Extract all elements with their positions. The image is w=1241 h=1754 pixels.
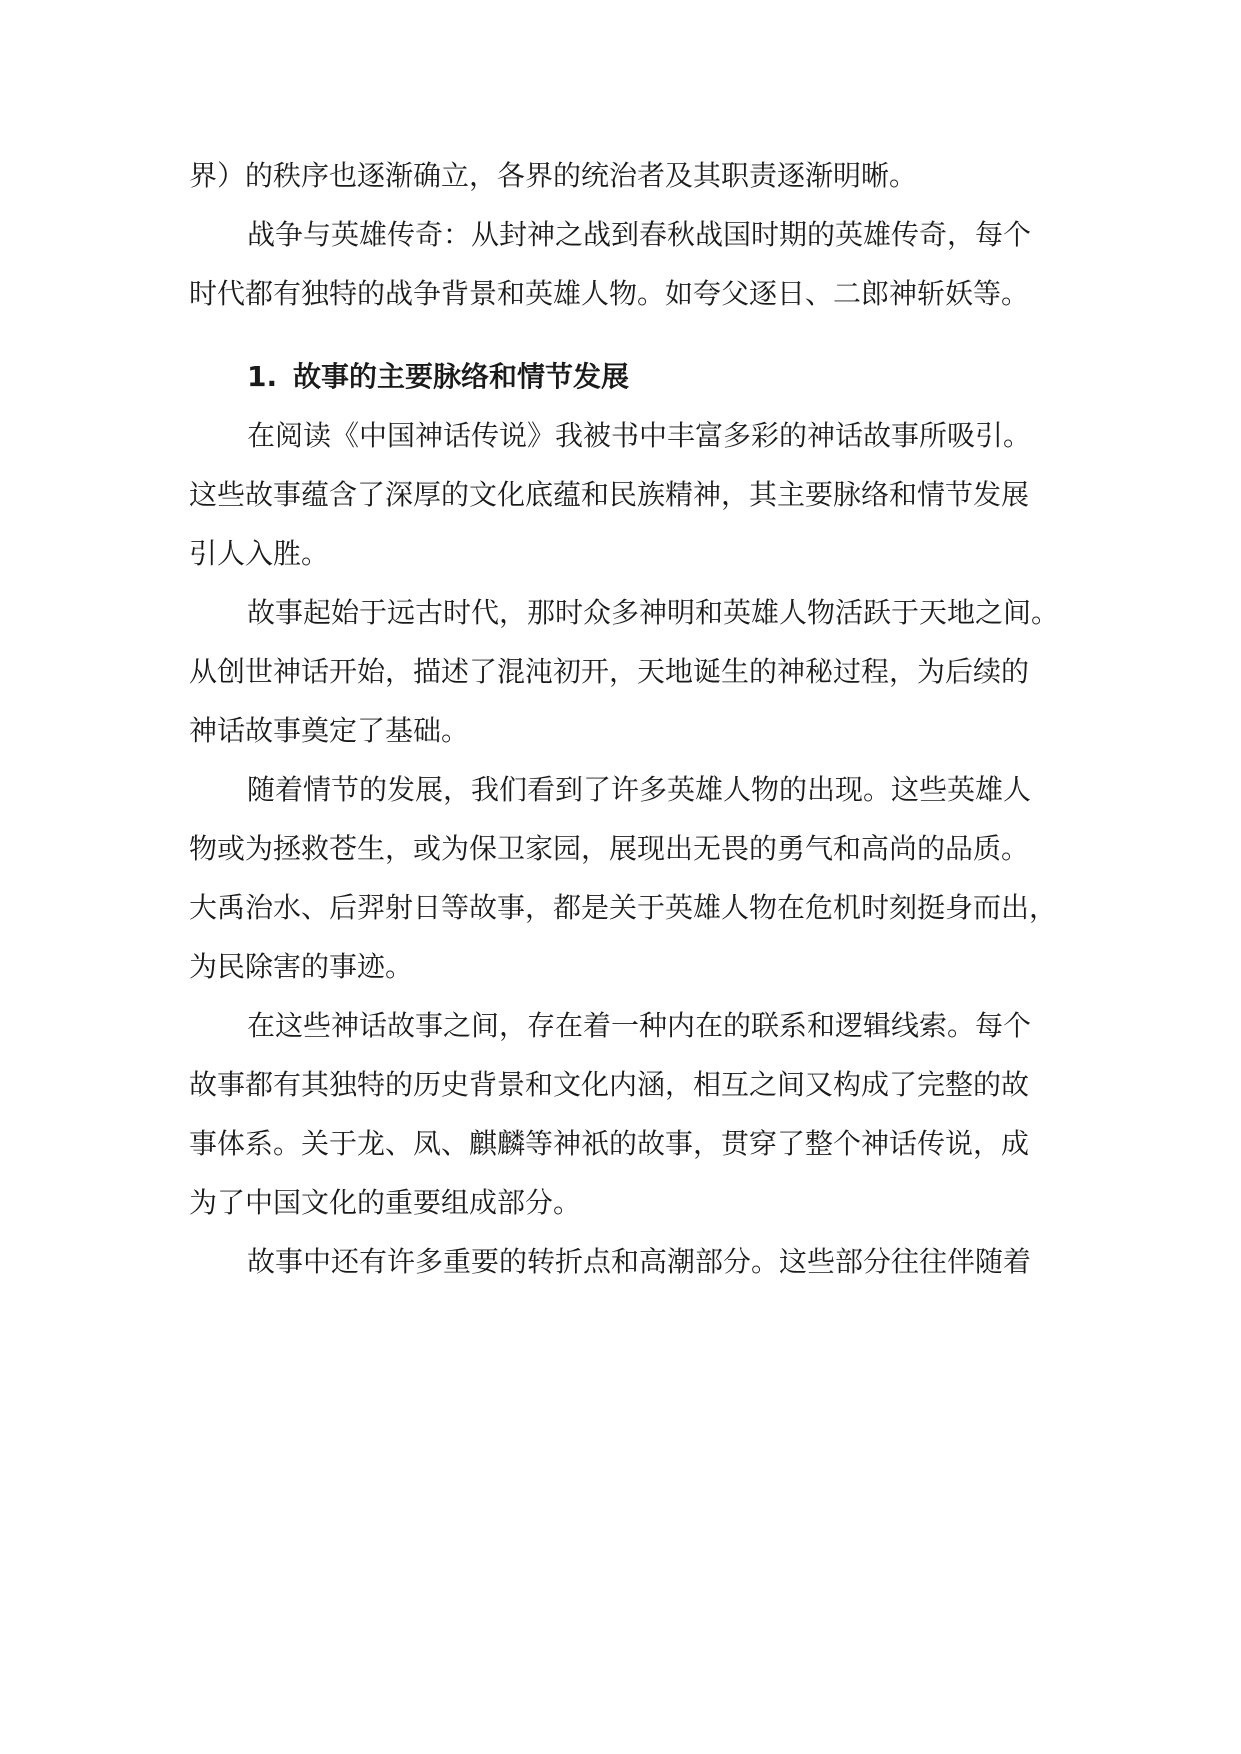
text-line: 事体系。关于龙、凤、麒麟等神祇的故事，贯穿了整个神话传说，成 (189, 1127, 1030, 1160)
text-line: 战争与英雄传奇：从封神之战到春秋战国时期的英雄传奇，每个 (247, 218, 1032, 251)
paragraph-turning-points (189, 1232, 1057, 1291)
text-line: 这些故事蕴含了深厚的文化底蕴和民族精神，其主要脉络和情节发展 (189, 478, 1030, 511)
text-line: 界）的秩序也逐渐确立，各界的统治者及其职责逐渐明晰。 (189, 159, 918, 192)
heading-text: 故事的主要脉络和情节发展 (293, 360, 630, 393)
text-line: 故事中还有许多重要的转折点和高潮部分。这些部分往往伴随着 (247, 1245, 1032, 1278)
text-line: 故事都有其独特的历史背景和文化内涵，相互之间又构成了完整的故 (189, 1068, 1030, 1101)
text-line: 为了中国文化的重要组成部分。 (189, 1186, 582, 1219)
text-line: 物或为拯救苍生，或为保卫家园，展现出无畏的勇气和高尚的品质。 (189, 832, 1030, 865)
text-line: 在阅读《中国神话传说》我被书中丰富多彩的神话故事所吸引。 (247, 419, 1032, 452)
text-line: 大禹治水、后羿射日等故事，都是关于英雄人物在危机时刻挺身而出， (189, 891, 1058, 924)
paragraph-connections (189, 996, 1057, 1232)
paragraph-ancient-origin (189, 583, 1060, 760)
text-line: 从创世神话开始，描述了混沌初开，天地诞生的神秘过程，为后续的 (189, 655, 1030, 688)
text-line: 随着情节的发展，我们看到了许多英雄人物的出现。这些英雄人 (247, 773, 1032, 806)
text-line: 时代都有独特的战争背景和英雄人物。如夸父逐日、二郎神斩妖等。 (189, 277, 1030, 310)
text-line: 神话故事奠定了基础。 (189, 714, 470, 747)
text-line: 故事起始于远古时代，那时众多神明和英雄人物活跃于天地之间。 (247, 596, 1060, 629)
paragraph-continuation (189, 146, 1057, 205)
paragraph-reading-intro (189, 406, 1057, 583)
paragraph-war-heroes (189, 205, 1057, 323)
paragraph-heroes (189, 760, 1057, 996)
heading-number: 1. (247, 360, 278, 393)
spacer (189, 323, 1057, 347)
section-heading (189, 347, 1057, 406)
page-content (189, 146, 1060, 1291)
text-line: 为民除害的事迹。 (189, 950, 414, 983)
text-line: 引人入胜。 (189, 537, 330, 570)
text-line: 在这些神话故事之间，存在着一种内在的联系和逻辑线索。每个 (247, 1009, 1032, 1042)
